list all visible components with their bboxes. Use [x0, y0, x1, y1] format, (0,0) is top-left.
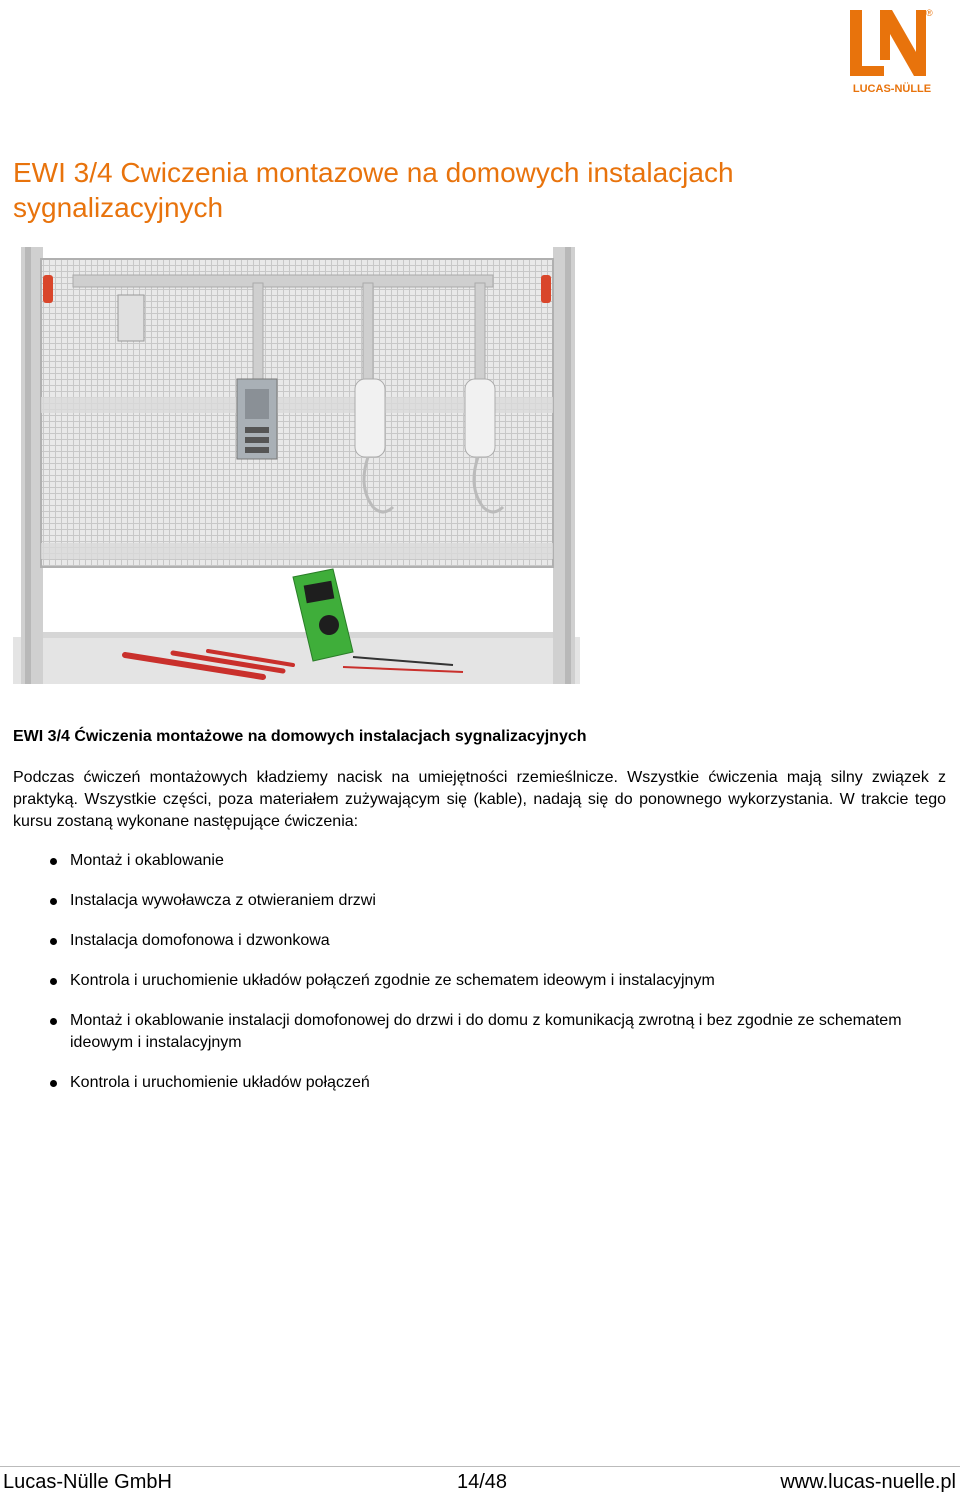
exercise-list: [13, 850, 946, 1112]
bullet-icon: [50, 938, 57, 945]
section-heading: EWI 3/4 Ćwiczenia montażowe na domowych instalacjach sygnalizacyjnych: [13, 728, 587, 745]
list-item-text: Kontrola i uruchomienie układów połączeń zgodnie ze schematem ideowym i instalacyjnym: [70, 972, 715, 989]
footer-page-number: 14/48: [457, 1471, 508, 1493]
footer-website-link[interactable]: www.lucas-nuelle.pl: [780, 1471, 956, 1493]
list-item-text: Instalacja domofonowa i dzwonkowa: [70, 932, 330, 949]
list-item: [13, 970, 946, 992]
footer-company: Lucas-Nülle GmbH: [3, 1471, 172, 1493]
bullet-icon: [50, 898, 57, 905]
list-item: [13, 890, 946, 912]
list-item-text: Instalacja wywoławcza z otwieraniem drzwi: [70, 892, 376, 909]
list-item-text: Montaż i okablowanie: [70, 852, 224, 869]
footer-divider: [0, 1466, 960, 1467]
intro-paragraph: Podczas ćwiczeń montażowych kładziemy nacisk na umiejętności rzemieślnicze. Wszystkie ćwiczenia mają silny związek z praktyką. Wszystkie części, poza materiałem zużywającym się (kable), nadają się do ponownego wykorzystania. W trakcie tego kursu zostaną wykonane następujące ćwiczenia:: [13, 769, 946, 830]
list-item-text: Kontrola i uruchomienie układów połączeń: [70, 1074, 370, 1091]
bullet-icon: [50, 978, 57, 985]
list-item-text: Montaż i okablowanie instalacji domofonowej do drzwi i do domu z komunikacją zwrotną i bez zgodnie ze schematem ideowym i instalacyjnym: [70, 1012, 902, 1051]
list-item: [13, 1010, 946, 1054]
list-item: [13, 930, 946, 952]
list-item: [13, 850, 946, 872]
page-title: EWI 3/4 Cwiczenia montazowe na domowych instalacjach sygnalizacyjnych: [13, 157, 734, 223]
training-panel-photo: [13, 247, 580, 684]
list-item: [13, 1072, 946, 1094]
logo-wordmark: LUCAS-NÜLLE: [852, 83, 932, 95]
bullet-icon: [50, 858, 57, 865]
bullet-icon: [50, 1080, 57, 1087]
svg-text:®: ®: [926, 8, 933, 18]
lucas-nuelle-logo: [846, 4, 938, 96]
bullet-icon: [50, 1018, 57, 1025]
